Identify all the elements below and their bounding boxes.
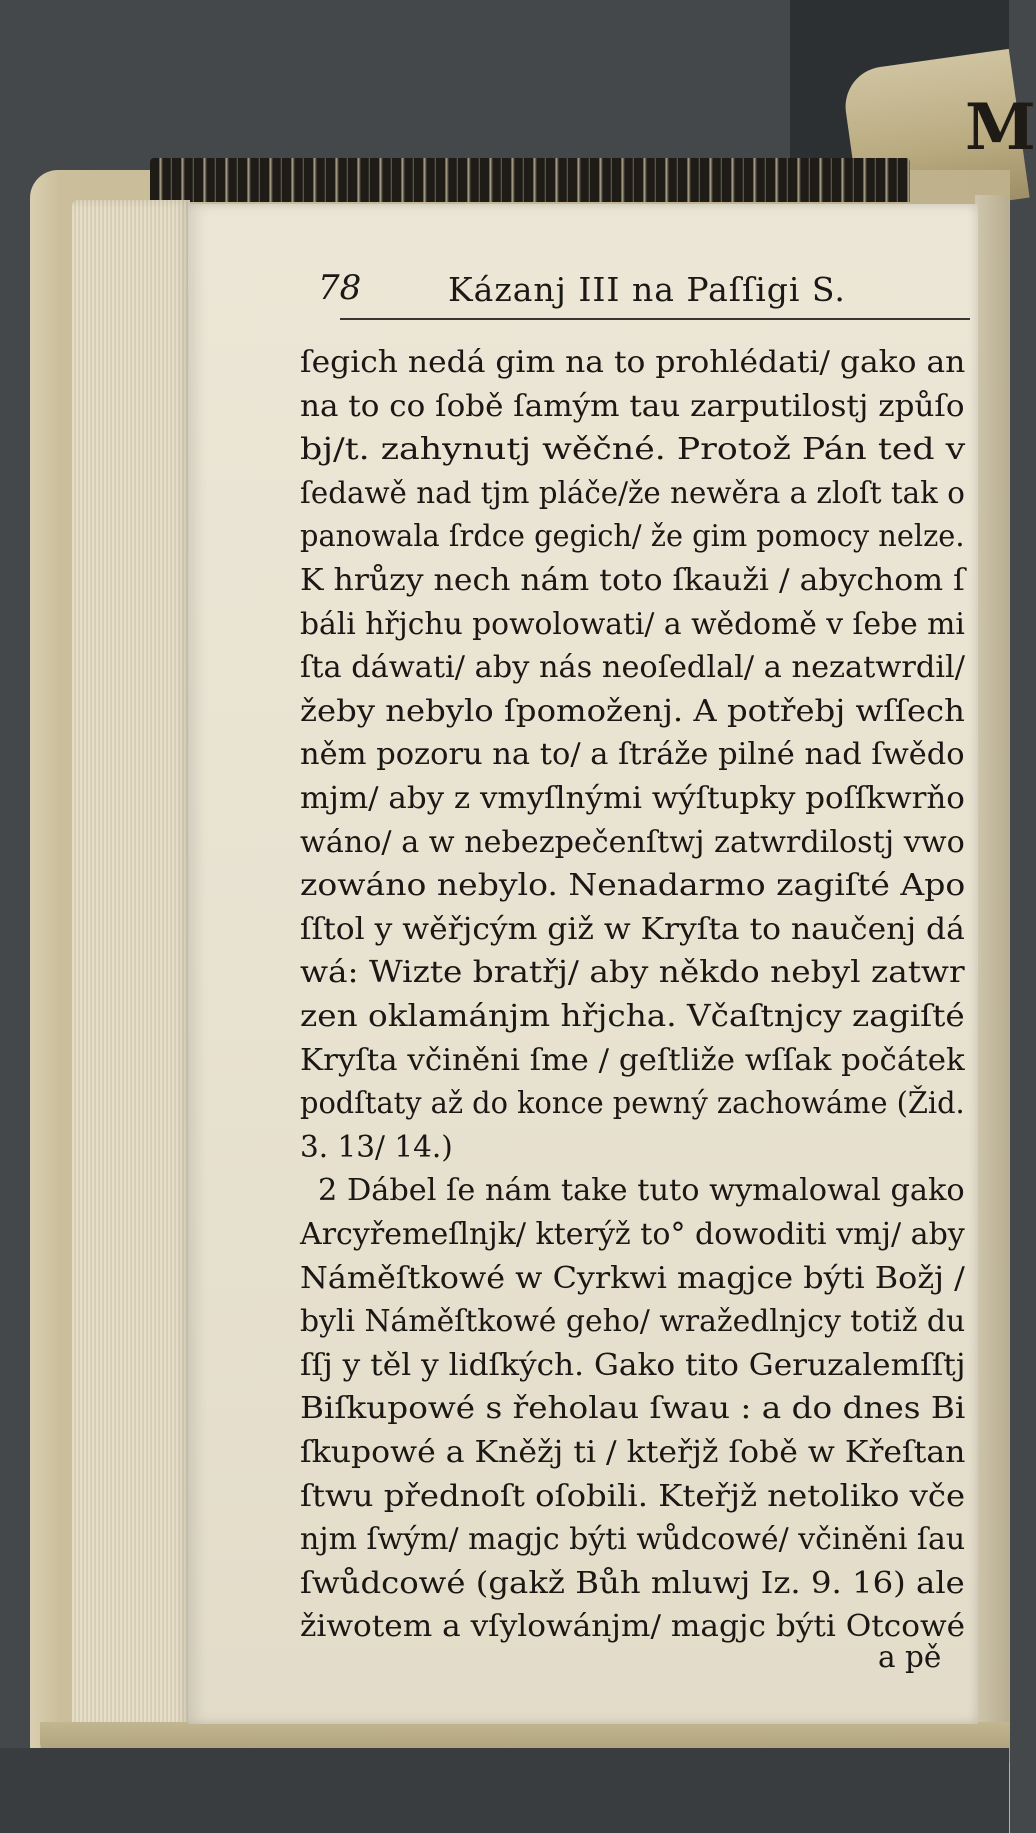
text-line: 2 Dábel ſe nám take tuto wymalowal gako: [318, 1173, 965, 1208]
text-line: báli hřjchu powolowati/ a wědomě v ſebe mi: [300, 606, 965, 641]
text-line: bj/t. zahynutj wěčné. Protož Pán ted v: [300, 432, 966, 467]
text-line: zowáno nebylo. Nenadarmo zagiſté Apo: [300, 868, 966, 903]
text-line: ſkupowé a Kněžj ti / kteřjž ſobě w Křeſtan: [300, 1435, 966, 1469]
catchword: a pě: [878, 1640, 942, 1674]
text-line: ſſtol y wěřjcým giž w Kryſta to naučenj dá: [300, 911, 965, 946]
text-line: zen oklamánjm hřjcha. Včaſtnjcy zagiſté: [300, 999, 965, 1033]
text-line: 3. 13/ 14.): [300, 1129, 453, 1164]
text-line: wáno/ a w nebezpečenſtwj zatwrdilostj vwo: [300, 824, 965, 859]
header-rule: [340, 318, 970, 320]
book-top-edge: [150, 158, 910, 202]
text-line: ſſj y těl y lidſkých. Gako tito Geruzalemſſtj: [300, 1347, 966, 1382]
text-line: panowala ſrdce gegich/ že gim pomocy nelze.: [300, 519, 965, 554]
page-stack: [72, 200, 190, 1730]
text-line: Kryſta včiněni ſme / geſtliže wſſak počátek: [300, 1042, 965, 1077]
text-line: ſegich nedá gim na to prohlédati/ gako an: [300, 345, 966, 379]
text-line: mjm/ aby z vmyſlnými wýſtupky poſſkwrňo: [300, 781, 965, 815]
text-line: žeby nebylo ſpomoženj. A potřebj wſſech: [300, 693, 965, 728]
text-line: žiwotem a vſylowánjm/ magjc býti Otcowé: [300, 1609, 966, 1644]
text-line: njm ſwým/ magjc býti wůdcowé/ včiněni ſau: [300, 1522, 966, 1557]
page-number: 78: [318, 268, 362, 308]
background-book-letter: M: [965, 90, 1036, 165]
text-line: podſtaty až do konce pewný zachowáme (Žid.: [300, 1086, 965, 1121]
text-line: ſta dáwati/ aby nás neoſedlal/ a nezatwrdil/: [300, 650, 965, 685]
text-line: ſedawě nad tjm pláče/že newěra a zloſt tak o: [300, 475, 965, 510]
text-line: Biſkupowé s řeholau ſwau : a do dnes Bi: [300, 1391, 966, 1426]
text-line: Arcyřemeſlnjk/ kterýž to° dowoditi vmj/ aby: [300, 1217, 965, 1251]
text-line: ſtwu přednoſt oſobili. Kteřjž netoliko vče: [300, 1478, 966, 1513]
text-line: něm pozoru na to/ a ſtráže pilné nad ſwědo: [300, 737, 965, 772]
body-text: [300, 340, 1000, 1680]
text-line: wá: Wizte bratřj/ aby někdo nebyl zatwr: [300, 955, 965, 990]
text-line: na to co ſobě ſamým tau zarputilostj způſo: [300, 388, 965, 423]
text-line: ſwůdcowé (gakž Bůh mluwj Iz. 9. 16) ale: [300, 1565, 965, 1600]
text-line: Náměſtkowé w Cyrkwi magjce býti Božj /: [300, 1260, 965, 1295]
page-header: [318, 268, 968, 318]
running-title: Kázanj III na Paſſigi S.: [448, 270, 846, 309]
text-line: K hrůzy nech nám toto ſkauži / abychom ſ: [300, 563, 965, 597]
text-line: byli Náměſtkowé geho/ wražedlnjcy totiž du: [300, 1304, 966, 1339]
scanner-bottom: [0, 1748, 1009, 1833]
